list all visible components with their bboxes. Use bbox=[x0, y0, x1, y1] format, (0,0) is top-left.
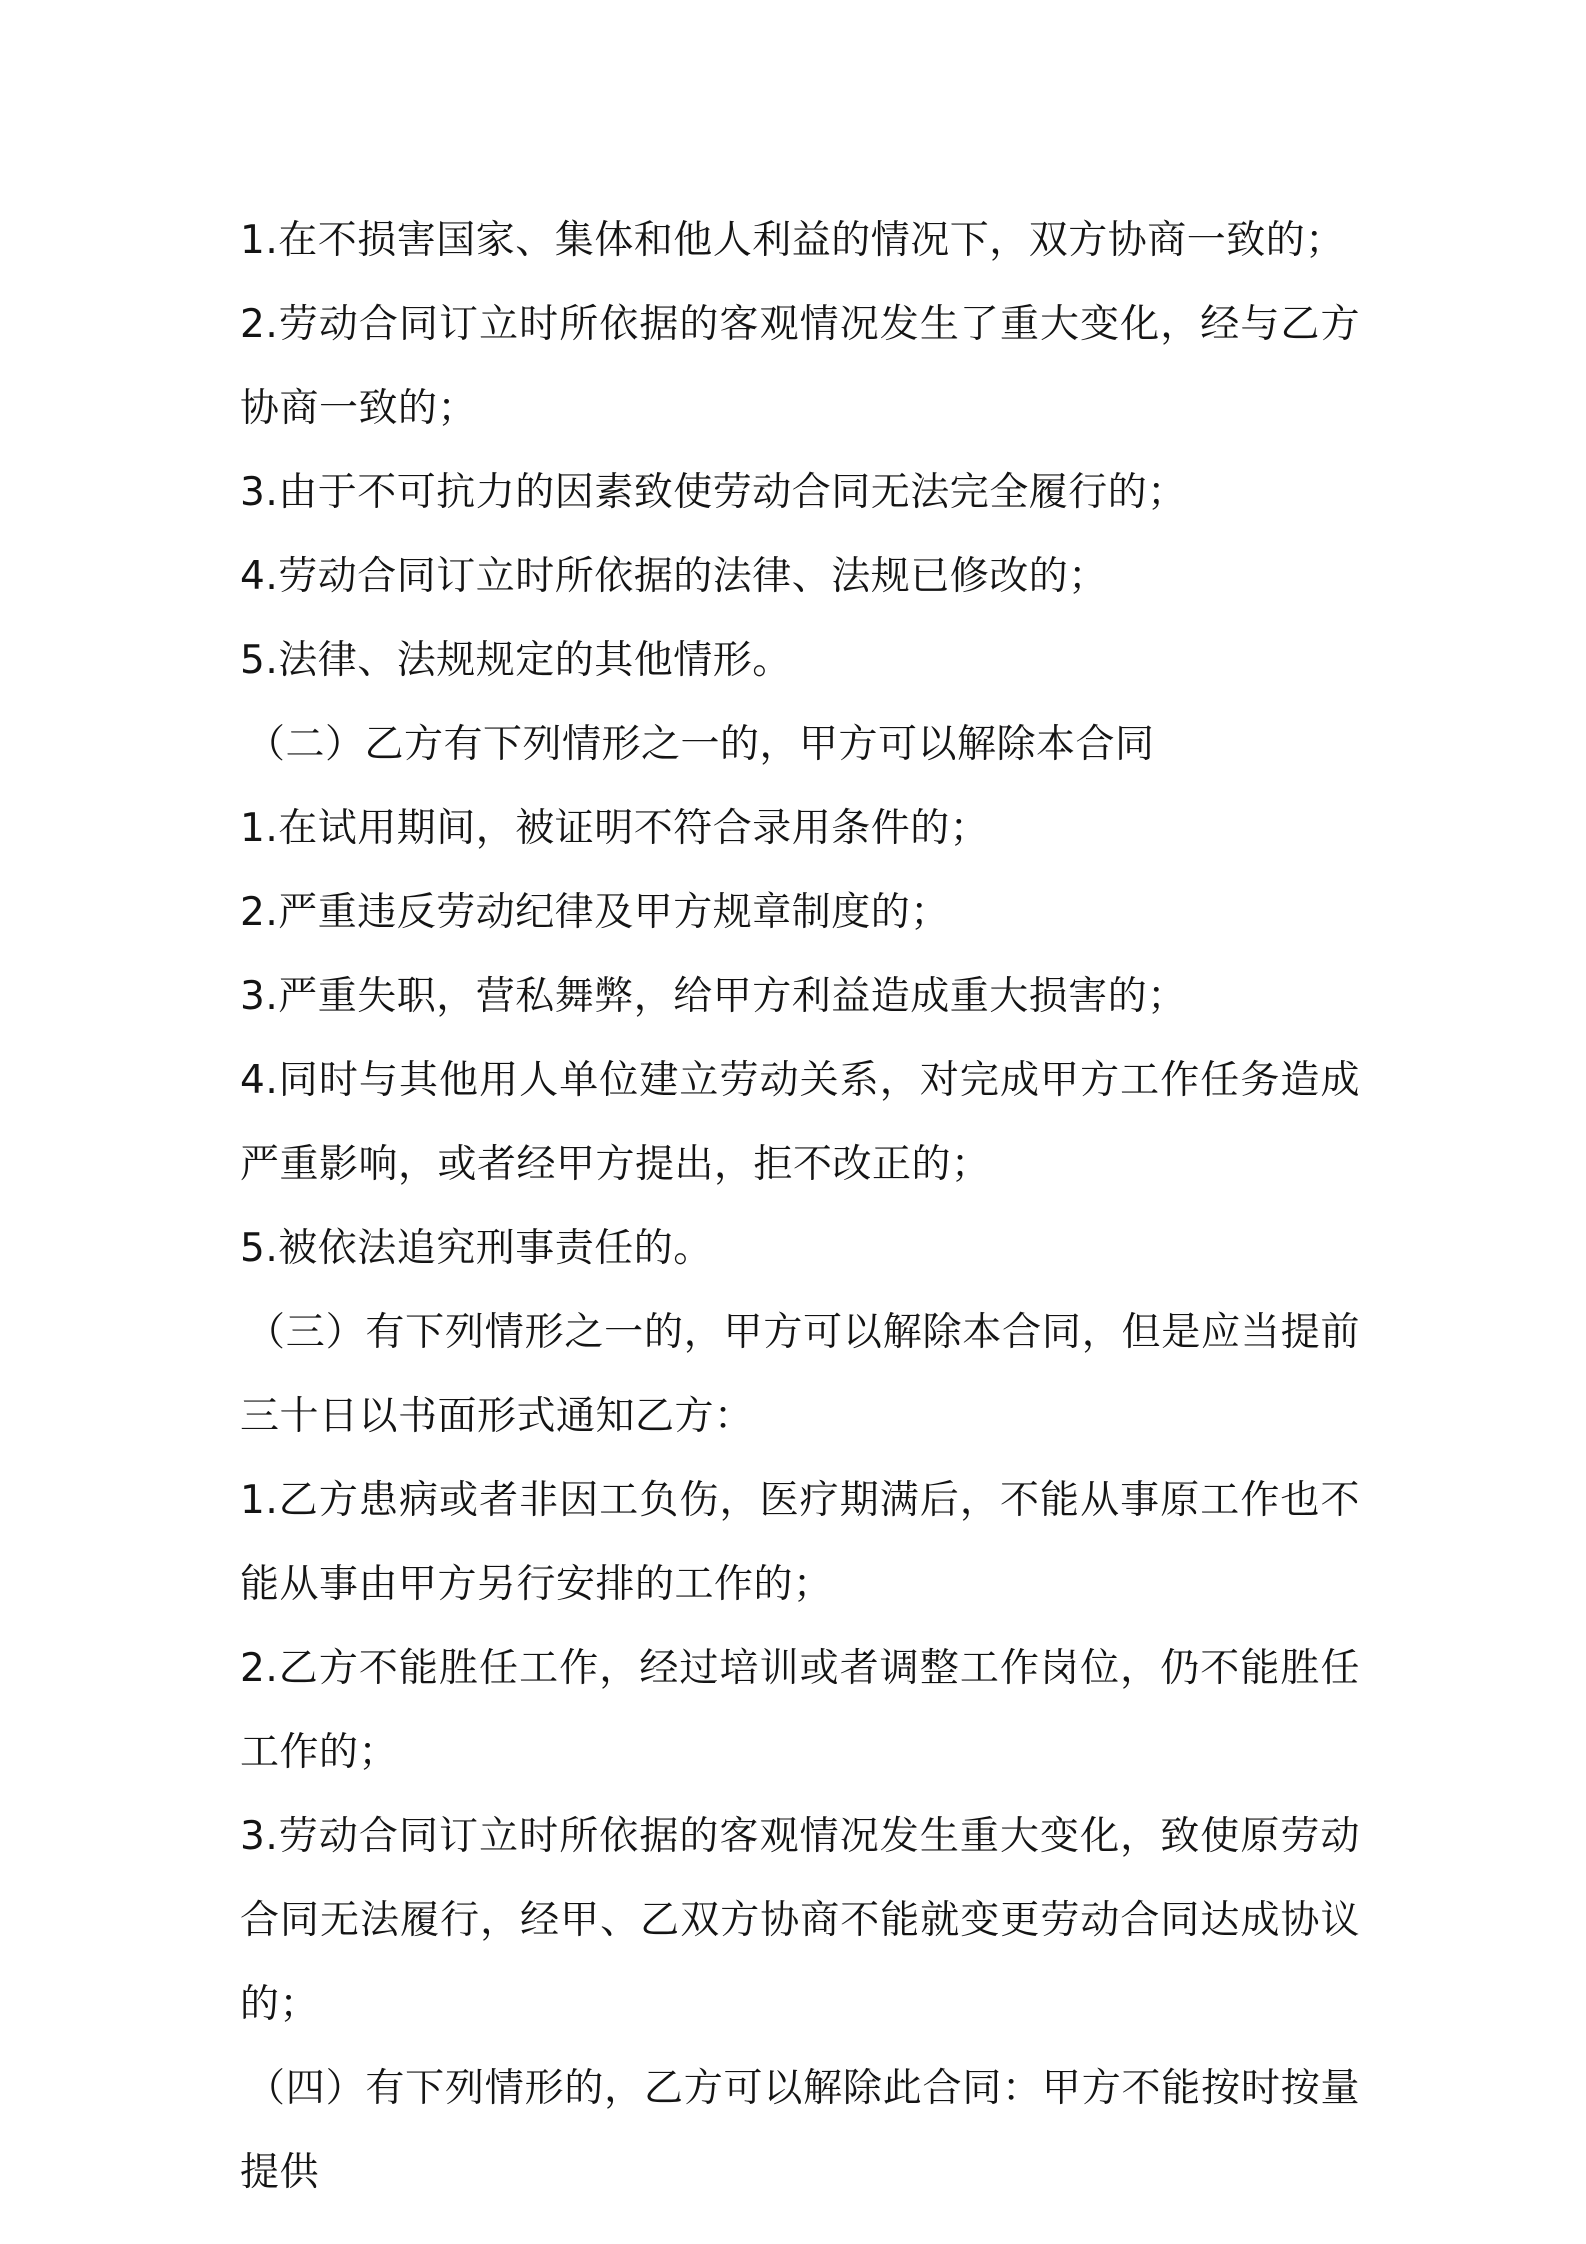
clause-3-3: 3.劳动合同订立时所依据的客观情况发生重大变化，致使原劳动合同无法履行，经甲、乙双方协商不能就变更劳动合同达成协议的； bbox=[240, 1814, 1360, 2027]
clause-1-4: 4.劳动合同订立时所依据的法律、法规已修改的； bbox=[240, 554, 1108, 599]
clause-2-1: 1.在试用期间，被证明不符合录用条件的； bbox=[240, 806, 990, 851]
clause-2-4: 4.同时与其他用人单位建立劳动关系，对完成甲方工作任务造成严重影响，或者经甲方提出，拒不改正的； bbox=[240, 1058, 1360, 1187]
clause-2-3: 3.严重失职，营私舞弊，给甲方利益造成重大损害的； bbox=[240, 974, 1187, 1019]
clause-1-3: 3.由于不可抗力的因素致使劳动合同无法完全履行的； bbox=[240, 470, 1187, 515]
clause-2-5: 5.被依法追究刑事责任的。 bbox=[240, 1226, 713, 1271]
clause-1-1: 1.在不损害国家、集体和他人利益的情况下，双方协商一致的； bbox=[240, 218, 1345, 263]
clause-1-5: 5.法律、法规规定的其他情形。 bbox=[240, 638, 792, 683]
clause-3-2: 2.乙方不能胜任工作，经过培训或者调整工作岗位，仍不能胜任工作的； bbox=[240, 1646, 1360, 1775]
section-heading-3: （三）有下列情形之一的，甲方可以解除本合同，但是应当提前三十日以书面形式通知乙方： bbox=[240, 1310, 1360, 1439]
clause-2-2: 2.严重违反劳动纪律及甲方规章制度的； bbox=[240, 890, 950, 935]
document-body bbox=[240, 199, 1360, 2215]
section-heading-2: （二）乙方有下列情形之一的，甲方可以解除本合同 bbox=[246, 722, 1155, 767]
clause-1-2: 2.劳动合同订立时所依据的客观情况发生了重大变化，经与乙方协商一致的； bbox=[240, 302, 1360, 431]
clause-3-1: 1.乙方患病或者非因工负伤，医疗期满后，不能从事原工作也不能从事由甲方另行安排的工作的； bbox=[240, 1478, 1360, 1607]
section-heading-4: （四）有下列情形的，乙方可以解除此合同：甲方不能按时按量提供 bbox=[240, 2066, 1360, 2195]
